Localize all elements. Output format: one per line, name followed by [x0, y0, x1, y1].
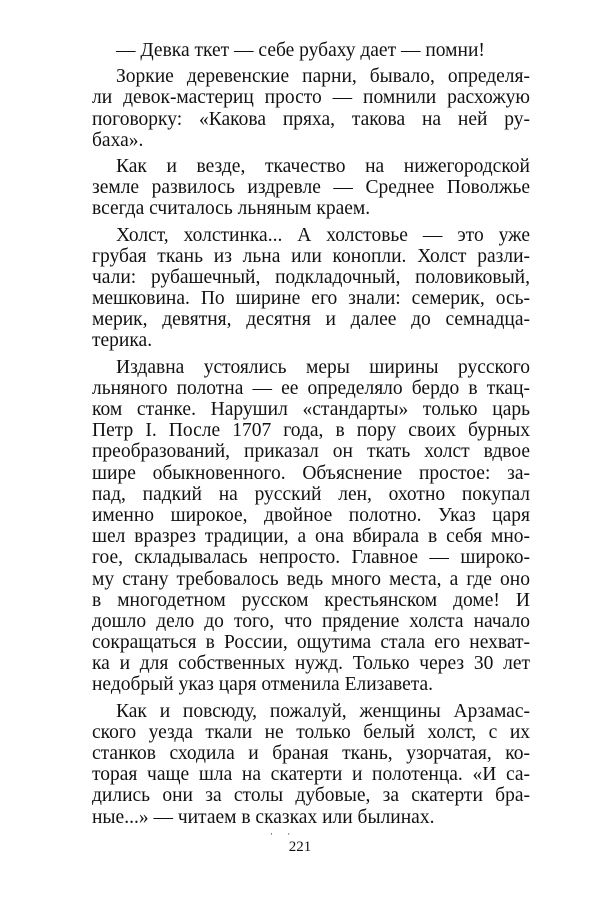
text-line: мешковина. По ширине его знали: семерик, ось- — [92, 288, 530, 310]
text-line: грубая ткань из льна или конопли. Холст разли- — [92, 245, 530, 267]
text-line: дошло дело до того, что прядение холста начало — [92, 610, 530, 632]
text-line: земле развилось издревле — Среднее Поволжье — [92, 177, 530, 199]
paragraph — [92, 66, 530, 151]
text-line: терика. — [92, 330, 153, 352]
text-line: в многодетном русском крестьянском доме! И — [92, 589, 530, 611]
text-line: ка и для собственных нужд. Только через 30 лет — [92, 653, 530, 675]
paragraph — [92, 701, 530, 828]
paragraph — [92, 357, 530, 696]
paragraph — [92, 156, 530, 220]
text-line: мерик, девятня, десятня и далее до семнадца- — [92, 309, 530, 331]
page-text — [92, 40, 530, 828]
text-line: пад, падкий на русский лен, охотно покупал — [92, 483, 530, 505]
text-line: ли девок-мастериц просто — помнили расхожую — [92, 87, 530, 109]
text-line: Как и повсюду, пожалуй, женщины Арзамас- — [116, 700, 530, 722]
text-line: ского уезда ткали не только белый холст, с их — [92, 721, 530, 743]
text-line: льняного полотна — ее определяло бердо в ткац- — [92, 377, 530, 399]
page-number: 221 — [288, 839, 312, 855]
text-line: поговорку: «Какова пряха, такова на ней ру- — [92, 108, 530, 130]
paragraph — [92, 40, 530, 61]
text-line: ком станке. Нарушил «стандарты» только царь — [92, 399, 530, 420]
text-line: баха». — [92, 129, 144, 151]
text-line: гое, складывалась непросто. Главное — широко- — [92, 547, 530, 569]
print-specks: · · — [270, 829, 297, 839]
text-line: Как и везде, ткачество на нижегородской — [116, 155, 530, 177]
text-line: му стану требовалось ведь много места, а где оно — [92, 568, 530, 590]
text-line: шел вразрез традиции, а она вбирала в себя мно- — [92, 526, 530, 548]
text-line: Издавна устоялись меры ширины русского — [116, 356, 530, 378]
text-line: недобрый указ царя отменила Елизавета. — [92, 674, 434, 696]
text-line: торая чаще шла на скатерти и полотенца. «И са- — [92, 764, 530, 786]
text-line: шире обыкновенного. Объяснение простое: за- — [92, 462, 530, 484]
text-line: станков сходила и браная ткань, узорчатая, ко- — [92, 743, 530, 764]
text-line: чали: рубашечный, подкладочный, половиковый, — [92, 266, 530, 288]
text-line: сокращаться в России, ощутима стала его нехват- — [92, 632, 530, 654]
text-line: Зоркие деревенские парни, бывало, определя- — [116, 66, 530, 88]
text-line: Холст, холстинка... А холстовье — это уже — [116, 224, 530, 246]
text-line: всегда считалось льняным краем. — [92, 198, 371, 220]
text-line: — Девка ткет — себе рубаху дает — помни! — [116, 40, 485, 61]
text-line: дились они за столы дубовые, за скатерти бра- — [92, 785, 530, 807]
text-line: Петр I. После 1707 года, в пору своих бурных — [92, 420, 530, 442]
text-line: именно широкое, двойное полотно. Указ царя — [92, 504, 530, 526]
paragraph — [92, 225, 530, 352]
text-line: преобразований, приказал он ткать холст вдвое — [92, 441, 530, 463]
text-line: ные...» — читаем в сказках или былинах. — [92, 806, 435, 828]
